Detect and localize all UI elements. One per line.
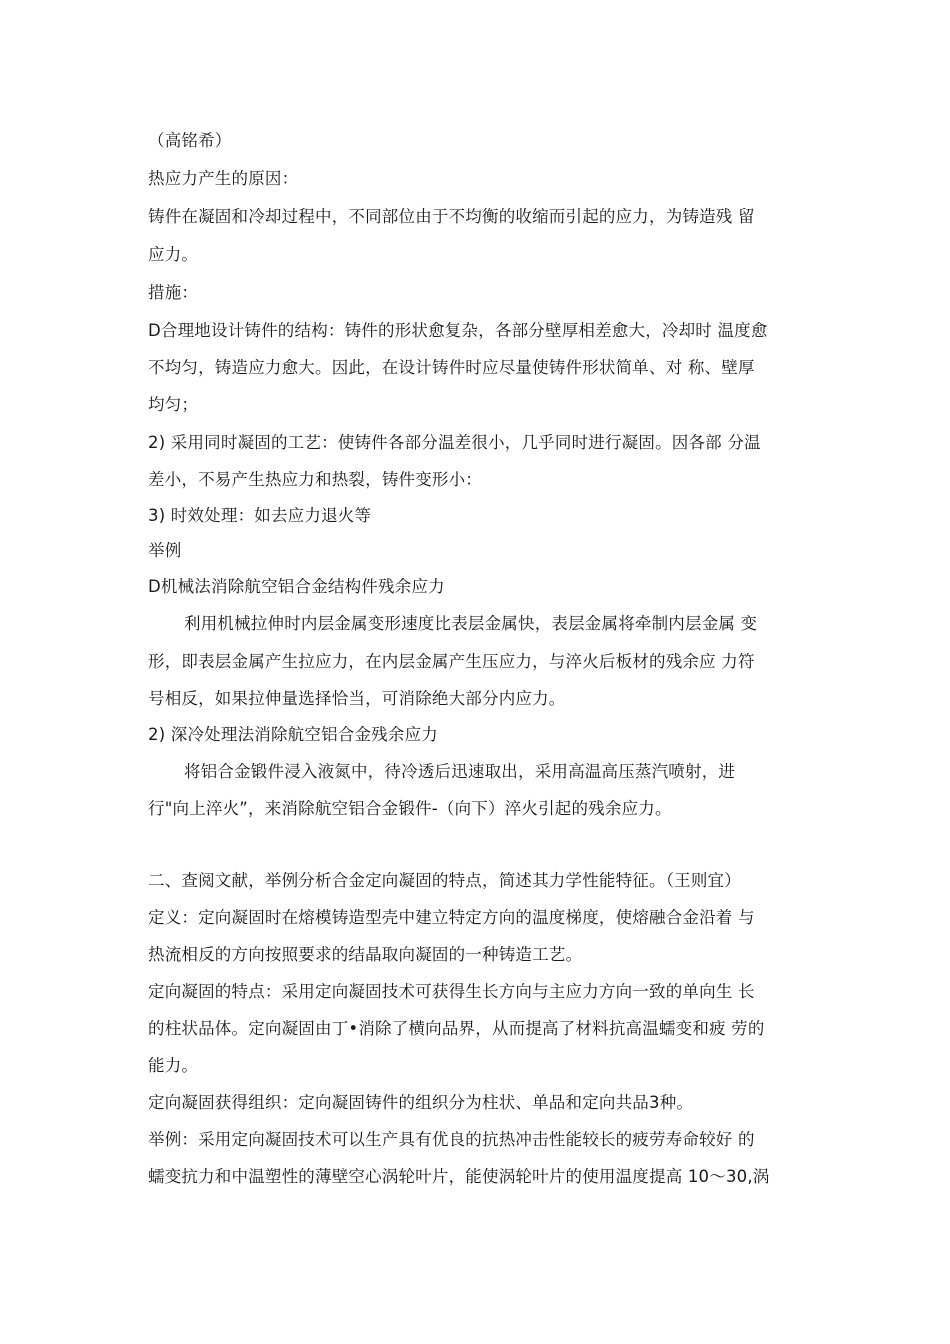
author-note: （高铭希） bbox=[148, 131, 232, 150]
paragraph-line: 应力。 bbox=[148, 245, 199, 264]
paragraph-line: 形，即表层金属产生拉应力，在内层金属产生压应力，与淬火后板材的残余应 力符 bbox=[148, 652, 755, 671]
list-item-line: D合理地设计铸件的结构：铸件的形状愈复杂，各部分壁厚相差愈大，冷却时 温度愈 bbox=[148, 321, 768, 340]
paragraph-line: 举例：采用定向凝固技术可以生产具有优良的抗热冲击性能较长的疲劳寿命较好 的 bbox=[148, 1130, 755, 1149]
paragraph-line: 定向凝固获得组织：定向凝固铸件的组织分为柱状、单品和定向共品3种。 bbox=[148, 1093, 694, 1112]
list-item-line: 3) 时效处理：如去应力退火等 bbox=[148, 506, 372, 525]
paragraph-line: 能力。 bbox=[148, 1056, 199, 1075]
paragraph-line: 将铝合金锻件浸入液氮中，待冷透后迅速取出，采用高温高压蒸汽喷射，进 bbox=[184, 762, 736, 781]
list-item-line: 差小，不易产生热应力和热裂，铸件变形小： bbox=[148, 470, 482, 489]
list-item-line: 均匀； bbox=[148, 395, 199, 414]
list-item-line: 2) 采用同时凝固的工艺：使铸件各部分温差很小，几乎同时进行凝固。因各部 分温 bbox=[148, 433, 761, 452]
list-item-line: D机械法消除航空铝合金结构件残余应力 bbox=[148, 577, 445, 596]
paragraph-line: 定义：定向凝固时在熔模铸造型壳中建立特定方向的温度梯度，使熔融合金沿着 与 bbox=[148, 908, 755, 927]
paragraph-line: 铸件在凝固和冷却过程中，不同部位由于不均衡的收缩而引起的应力，为铸造残 留 bbox=[148, 207, 755, 226]
paragraph-line: 的柱状品体。定向凝固由丁•消除了横向品界，从而提高了材料抗高温蠕变和疲 劳的 bbox=[148, 1019, 765, 1038]
section-heading: 措施： bbox=[148, 283, 199, 302]
list-item-line: 不均匀，铸造应力愈大。因此，在设计铸件时应尽量使铸件形状简单、对 称、壁厚 bbox=[148, 358, 755, 377]
paragraph-line: 热流相反的方向按照要求的结晶取向凝固的一种铸造工艺。 bbox=[148, 945, 583, 964]
paragraph-line: 号相反，如果拉伸量选择恰当，可消除绝大部分内应力。 bbox=[148, 689, 566, 708]
paragraph-line: 利用机械拉伸时内层金属变形速度比表层金属快，表层金属将牵制内层金属 变 bbox=[184, 614, 758, 633]
section-heading: 热应力产生的原因： bbox=[148, 169, 299, 188]
section-heading: 举例 bbox=[148, 541, 182, 560]
paragraph-line: 蠕变抗力和中温塑性的薄壁空心涡轮叶片，能使涡轮叶片的使用温度提高 10〜30,涡 bbox=[148, 1167, 770, 1186]
paragraph-line: 行"向上淬火”，来消除航空铝合金锻件-（向下）淬火引起的残余应力。 bbox=[148, 799, 672, 818]
paragraph-line: 定向凝固的特点：采用定向凝固技术可获得生长方向与主应力方向一致的单向生 长 bbox=[148, 982, 755, 1001]
question-heading: 二、查阅文献，举例分析合金定向凝固的特点，简述其力学性能特征。（王则宜） bbox=[148, 871, 741, 890]
list-item-line: 2) 深冷处理法消除航空铝合金残余应力 bbox=[148, 725, 438, 744]
